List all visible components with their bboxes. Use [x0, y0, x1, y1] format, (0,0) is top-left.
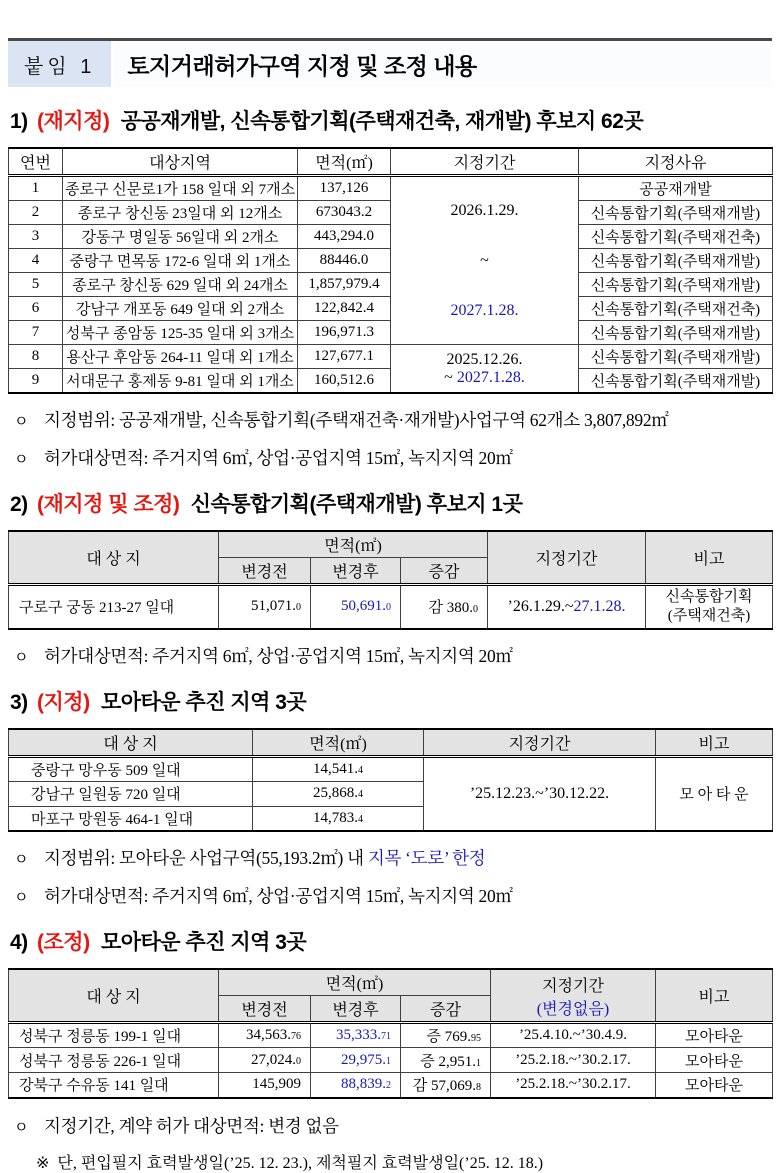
cell-period: ’25.2.18.~’30.2.17. — [491, 1048, 656, 1073]
cell-target: 마포구 망원동 464-1 일대 — [9, 806, 253, 831]
bullet-marker: ㅇ — [14, 414, 29, 430]
table-row — [9, 1048, 773, 1073]
column-header-after: 변경후 — [311, 996, 401, 1023]
column-header-note: 비고 — [656, 969, 773, 1023]
section-3-tag: (지정) — [37, 690, 90, 714]
cell-after: 29,975.1 — [311, 1048, 401, 1073]
cell-note: 모아타운 — [656, 1073, 773, 1098]
cell-size: 14,541.4 — [253, 756, 424, 781]
cell-change: 감 380.0 — [401, 585, 488, 629]
cell-target: 성북구 정릉동 226-1 일대 — [9, 1048, 219, 1073]
cell-after: 35,333.71 — [311, 1023, 401, 1048]
cell-reason: 신속통합기획(주택재건축) — [579, 225, 773, 249]
section-4-number: 4) — [10, 931, 28, 954]
cell-size: 25,868.4 — [253, 781, 424, 806]
section-2-number: 2) — [10, 493, 28, 516]
table-row — [9, 1073, 773, 1098]
table-row — [9, 585, 773, 629]
column-header-size: 면적(㎡) — [253, 729, 424, 757]
cell-size: 122,842.4 — [298, 297, 391, 321]
cell-area: 강남구 개포동 649 일대 외 2개소 — [63, 297, 298, 321]
bullet-text: 허가대상면적: 주거지역 6㎡, 상업·공업지역 15㎡, 녹지지역 20㎡ — [44, 886, 513, 906]
cell-size: 14,783.4 — [253, 806, 424, 831]
table-header-row — [9, 969, 773, 996]
bullet-text: 지정기간, 계약 허가 대상면적: 변경 없음 — [44, 1115, 339, 1136]
bullet-text: 허가대상면적: 주거지역 6㎡, 상업·공업지역 15㎡, 녹지지역 20㎡ — [44, 645, 513, 666]
cell-period-merged: ’25.12.23.~’30.12.22. — [424, 756, 656, 831]
cell-before: 145,909 — [219, 1073, 311, 1098]
column-header-period: 지정기간 (변경없음) — [491, 969, 656, 1023]
cell-size: 673043.2 — [298, 201, 391, 225]
cell-before: 34,563.76 — [219, 1023, 311, 1048]
section-3-heading — [10, 686, 772, 716]
bullet-permit-size — [14, 643, 772, 668]
bullet-text: 지정범위: 공공재개발, 신속통합기획(주택재건축·재개발)사업구역 62개소 3,807,892㎡ — [44, 410, 669, 430]
cell-no: 6 — [9, 297, 63, 321]
cell-target: 강북구 수유동 141 일대 — [9, 1073, 219, 1098]
cell-after: 88,839.2 — [311, 1073, 401, 1098]
cell-reason: 신속통합기획(주택재개발) — [579, 201, 773, 225]
cell-no: 2 — [9, 201, 63, 225]
table-header-row — [9, 148, 773, 176]
period-from: 2025.12.26. — [446, 350, 523, 368]
column-header-area: 대상지역 — [63, 148, 298, 176]
cell-period-merged — [391, 176, 579, 345]
cell-no: 4 — [9, 249, 63, 273]
bullet-marker: ㅇ — [14, 1119, 29, 1136]
document-header — [8, 38, 772, 87]
cell-period: ’25.2.18.~’30.2.17. — [491, 1073, 656, 1098]
cell-note: 모아타운 — [656, 1048, 773, 1073]
period-from: 2026.1.29. — [450, 201, 519, 219]
section-3-number: 3) — [10, 690, 28, 714]
cell-period: ’25.4.10.~’30.4.9. — [491, 1023, 656, 1048]
cell-target: 중랑구 망우동 509 일대 — [9, 756, 253, 781]
bullet-no-change — [14, 1113, 772, 1138]
column-header-period: 지정기간 — [391, 148, 579, 176]
cell-reason: 신속통합기획(주택재개발) — [579, 345, 773, 369]
column-header-period: 지정기간 — [488, 531, 646, 585]
cell-area: 종로구 창신동 23일대 외 12개소 — [63, 201, 298, 225]
page-title: 토지거래허가구역 지정 및 조정 내용 — [115, 41, 772, 87]
cell-target: 성북구 정릉동 199-1 일대 — [9, 1023, 219, 1048]
cell-area: 중랑구 면목동 172-6 일대 외 1개소 — [63, 249, 298, 273]
section-4-heading — [10, 926, 772, 956]
cell-size: 1,857,979.4 — [298, 273, 391, 297]
cell-reason: 신속통합기획(주택재건축) — [579, 297, 773, 321]
bullet-text: 지정범위: 모아타운 사업구역(55,193.2㎡) 내 — [44, 848, 368, 868]
cell-area: 강동구 명일동 56일대 외 2개소 — [63, 225, 298, 249]
section-2-title: 신속통합기획(주택재개발) 후보지 1곳 — [190, 493, 523, 516]
footnote-text: 단, 편입필지 효력발생일(’25. 12. 23.), 제척필지 효력발생일(’25. 12. 18.) — [57, 1154, 544, 1172]
cell-no: 7 — [9, 321, 63, 345]
bullet-permit-size — [14, 883, 772, 908]
column-header-target: 대 상 지 — [9, 729, 253, 757]
period-to: 2027.1.28. — [450, 301, 519, 319]
cell-reason: 신속통합기획(주택재개발) — [579, 321, 773, 345]
table-header-row — [9, 729, 773, 757]
cell-area: 성북구 종암동 125-35 일대 외 3개소 — [63, 321, 298, 345]
bullet-text-blue: 지목 ‘도로’ 한정 — [367, 848, 486, 868]
bullet-permit-size — [14, 445, 772, 470]
cell-no: 1 — [9, 176, 63, 201]
cell-change: 감 57,069.8 — [401, 1073, 491, 1098]
bullet-text: 허가대상면적: 주거지역 6㎡, 상업·공업지역 15㎡, 녹지지역 20㎡ — [44, 448, 513, 468]
cell-change: 증 769.95 — [401, 1023, 491, 1048]
bullet-scope — [14, 407, 772, 432]
cell-area: 용산구 후암동 264-11 일대 외 1개소 — [63, 345, 298, 369]
column-header-reason: 지정사유 — [579, 148, 773, 176]
column-header-target: 대 상 지 — [9, 531, 219, 585]
column-header-size-group: 면적(㎡) — [219, 969, 491, 996]
section-1-number: 1) — [10, 110, 28, 133]
cell-note: 신속통합기획 (주택재건축) — [646, 585, 773, 629]
cell-size: 88446.0 — [298, 249, 391, 273]
cell-before: 27,024.0 — [219, 1048, 311, 1073]
cell-size: 127,677.1 — [298, 345, 391, 369]
section-2-tag: (재지정 및 조정) — [37, 493, 180, 516]
bullet-marker: ㅇ — [14, 890, 29, 906]
section-4-title: 모아타운 추진 지역 3곳 — [100, 931, 307, 954]
column-header-change: 증감 — [401, 996, 491, 1023]
column-header-target: 대 상 지 — [9, 969, 219, 1023]
section-4-tag: (조정) — [37, 931, 90, 954]
section-1-title: 공공재개발, 신속통합기획(주택재건축, 재개발) 후보지 62곳 — [120, 110, 644, 133]
cell-reason: 신속통합기획(주택재개발) — [579, 273, 773, 297]
period-tilde: ~ — [480, 251, 489, 269]
cell-size: 196,971.3 — [298, 321, 391, 345]
table-row — [9, 756, 773, 781]
cell-area: 종로구 신문로1가 158 일대 외 7개소 — [63, 176, 298, 201]
column-header-change: 증감 — [401, 558, 488, 585]
cell-no: 5 — [9, 273, 63, 297]
column-header-period: 지정기간 — [424, 729, 656, 757]
column-header-size-group: 면적(㎡) — [219, 531, 488, 558]
cell-size: 137,126 — [298, 176, 391, 201]
bullet-marker: ㅇ — [14, 452, 29, 468]
period-to-line: ~ 2027.1.28. — [444, 368, 525, 386]
cell-target: 구로구 궁동 213-27 일대 — [9, 585, 219, 629]
cell-before: 51,071.0 — [219, 585, 311, 629]
cell-area: 서대문구 홍제동 9-81 일대 외 1개소 — [63, 369, 298, 394]
table-speed-plan — [8, 530, 773, 630]
footnote-marker: ※ — [36, 1154, 50, 1172]
cell-area: 종로구 창신동 629 일대 외 24개소 — [63, 273, 298, 297]
column-header-size: 면적(㎡) — [298, 148, 391, 176]
cell-period-merged — [391, 345, 579, 394]
cell-no: 9 — [9, 369, 63, 394]
column-header-note: 비고 — [646, 531, 773, 585]
column-header-after: 변경후 — [311, 558, 401, 585]
bullet-marker: ㅇ — [14, 649, 29, 666]
table-row — [9, 176, 773, 201]
cell-reason: 공공재개발 — [579, 176, 773, 201]
cell-no: 3 — [9, 225, 63, 249]
period-stack — [393, 186, 576, 336]
bullet-scope — [14, 845, 772, 870]
cell-reason: 신속통합기획(주택재개발) — [579, 369, 773, 394]
section-2-heading — [10, 488, 772, 518]
table-header-row — [9, 531, 773, 558]
column-header-no: 연번 — [9, 148, 63, 176]
cell-period: ’26.1.29.~27.1.28. — [488, 585, 646, 629]
cell-no: 8 — [9, 345, 63, 369]
cell-after: 50,691.0 — [311, 585, 401, 629]
cell-target: 강남구 일원동 720 일대 — [9, 781, 253, 806]
attachment-badge: 붙임 1 — [8, 41, 115, 87]
section-1-heading — [10, 105, 772, 135]
section-1-tag: (재지정) — [37, 110, 110, 133]
cell-size: 443,294.0 — [298, 225, 391, 249]
footnote — [36, 1150, 772, 1173]
table-redesignation — [8, 147, 773, 394]
cell-reason: 신속통합기획(주택재개발) — [579, 249, 773, 273]
bullet-marker: ㅇ — [14, 852, 29, 868]
table-row — [9, 345, 773, 369]
table-row — [9, 1023, 773, 1048]
column-header-before: 변경전 — [219, 996, 311, 1023]
period-to: 2027.1.28. — [456, 368, 525, 386]
table-moatown-adjustment — [8, 968, 773, 1099]
cell-note-merged: 모 아 타 운 — [656, 756, 773, 831]
cell-note: 모아타운 — [656, 1023, 773, 1048]
cell-size: 160,512.6 — [298, 369, 391, 394]
section-3-title: 모아타운 추진 지역 3곳 — [100, 690, 307, 714]
cell-change: 증 2,951.1 — [401, 1048, 491, 1073]
column-header-before: 변경전 — [219, 558, 311, 585]
table-moatown-designation — [8, 728, 773, 833]
column-header-note: 비고 — [656, 729, 773, 757]
